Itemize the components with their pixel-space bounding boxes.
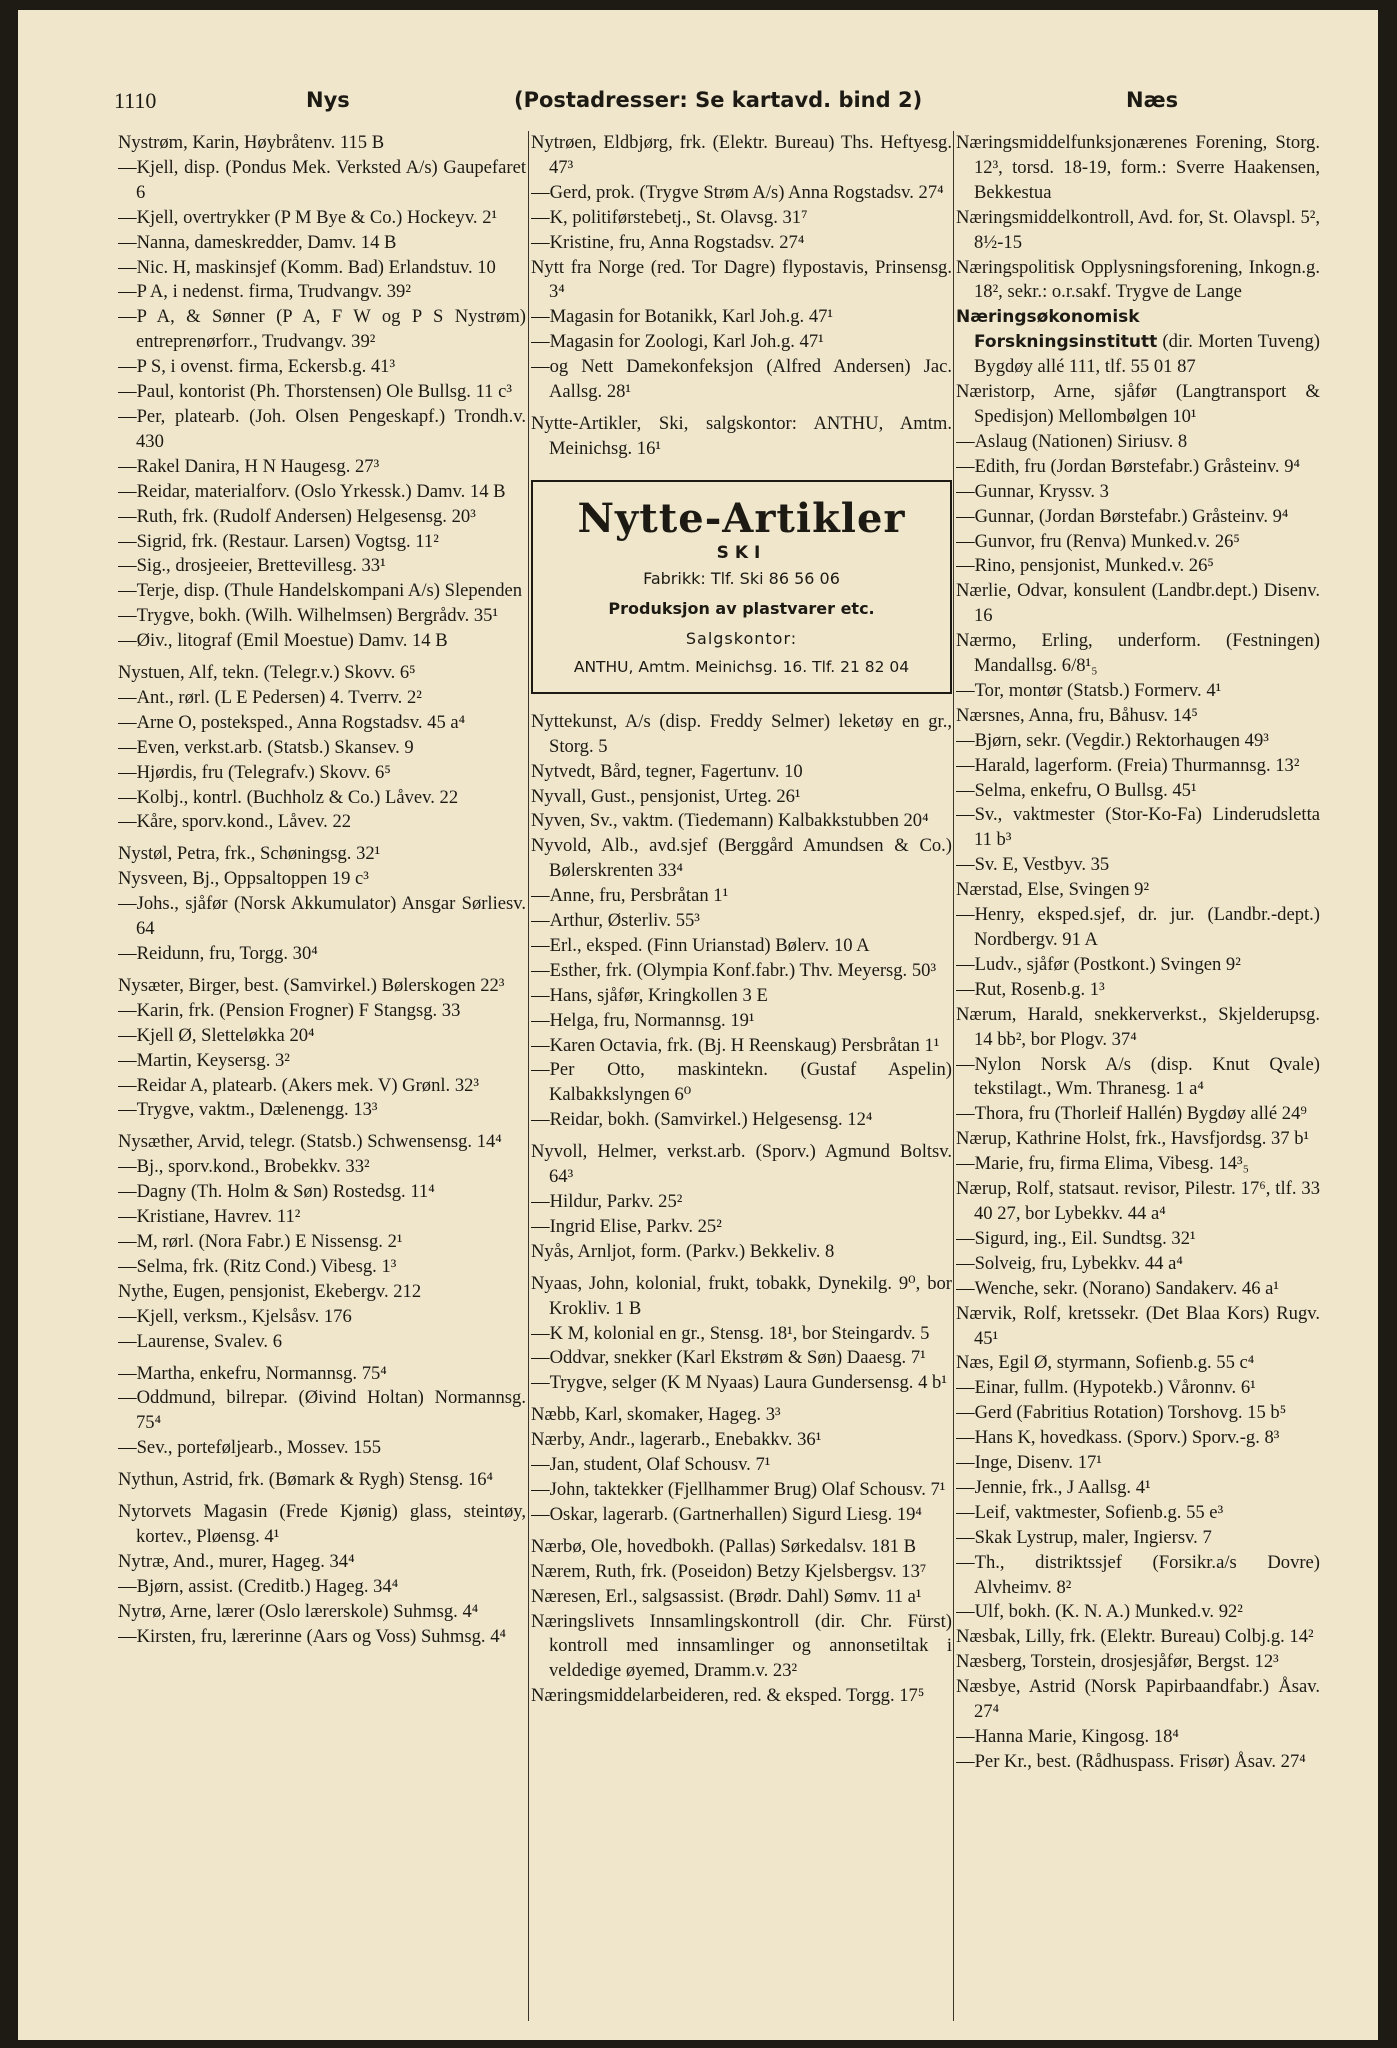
- directory-entry: Nytte-Artikler, Ski, salgskontor: ANTHU, Amtm. Meinichsg. 16¹: [531, 412, 952, 459]
- directory-entry: —Kjell, verksm., Kjelsåsv. 176: [118, 1305, 352, 1327]
- directory-entry: —Reidar, materialforv. (Oslo Yrkessk.) Damv. 14 B: [118, 480, 506, 502]
- directory-entry: —Nic. H, maskinsjef (Komm. Bad) Erlandstuv. 10: [118, 256, 496, 278]
- directory-entry: —Rakel Danira, H N Haugesg. 27³: [118, 455, 380, 477]
- column-3: [956, 131, 1320, 1775]
- directory-entry: —Per Otto, maskintekn. (Gustaf Aspelin) Kalbakkslyngen 6⁰: [531, 1059, 952, 1106]
- directory-entry: —Thora, fru (Thorleif Hallén) Bygdøy allé 24⁹: [956, 1103, 1307, 1125]
- directory-entry: —Kjell Ø, Sletteløkka 20⁴: [118, 1024, 315, 1046]
- directory-entry: Nærem, Ruth, frk. (Poseidon) Betzy Kjelsbergsv. 13⁷: [531, 1560, 927, 1582]
- directory-entry: —Wenche, sekr. (Norano) Sandakerv. 46 a¹: [956, 1277, 1279, 1299]
- directory-entry: —Tor, montør (Statsb.) Formerv. 4¹: [956, 679, 1222, 701]
- directory-entry: —Gerd (Fabritius Rotation) Torshovg. 15 b⁵: [956, 1402, 1287, 1424]
- directory-entry: Nytræ, And., murer, Hageg. 34⁴: [118, 1550, 355, 1572]
- directory-entry: Nysæter, Birger, best. (Samvirkel.) Bølerskogen 22³: [118, 974, 505, 996]
- directory-entry: —Kåre, sporv.kond., Låvev. 22: [118, 811, 352, 833]
- directory-entry: Nysæther, Arvid, telegr. (Statsb.) Schwensensg. 14⁴: [118, 1131, 502, 1153]
- directory-entry: —Skak Lystrup, maler, Ingiersv. 7: [956, 1526, 1212, 1548]
- directory-entry: Næsbak, Lilly, frk. (Elektr. Bureau) Colbj.g. 14²: [956, 1626, 1314, 1648]
- directory-entry: —Reidar, bokh. (Samvirkel.) Helgesensg. 12⁴: [531, 1109, 873, 1131]
- directory-entry: —Hjørdis, fru (Telegrafv.) Skovv. 6⁵: [118, 761, 391, 783]
- directory-entry: Nærum, Harald, snekkerverkst., Skjelderupsg. 14 bb², bor Plogv. 37⁴: [956, 1003, 1320, 1050]
- directory-entry: —Esther, frk. (Olympia Konf.fabr.) Thv. Meyersg. 50³: [531, 959, 937, 981]
- directory-entry: —Kjell, disp. (Pondus Mek. Verksted A/s) Gaupefaret 6: [118, 156, 526, 203]
- directory-entry: Næsbye, Astrid (Norsk Papirbaandfabr.) Åsav. 27⁴: [956, 1676, 1320, 1723]
- directory-entry: —Harald, lagerform. (Freia) Thurmannsg. 13²: [956, 754, 1300, 776]
- directory-entry: Nyaas, John, kolonial, frukt, tobakk, Dynekilg. 9⁰, bor Krokliv. 1 B: [531, 1272, 952, 1319]
- directory-entry: —M, rørl. (Nora Fabr.) E Nissensg. 2¹: [118, 1230, 403, 1252]
- directory-entry: —Laurense, Svalev. 6: [118, 1330, 283, 1352]
- directory-entry: Nærby, Andr., lagerarb., Enebakkv. 36¹: [531, 1429, 822, 1451]
- directory-entry: Nysveen, Bj., Oppsaltoppen 19 c³: [118, 868, 369, 890]
- directory-entry: —Arne O, posteksped., Anna Rogstadsv. 45 a⁴: [118, 711, 466, 733]
- entry-bold-name: Næringsøkonomisk Forskningsinstitutt: [956, 307, 1158, 353]
- header-left-word: Nys: [306, 88, 350, 112]
- ad-sales-address: ANTHU, Amtm. Meinichsg. 16. Tlf. 21 82 04: [573, 657, 910, 676]
- directory-entry: Nærup, Kathrine Holst, frk., Havsfjordsg. 37 b¹: [956, 1128, 1310, 1150]
- directory-entry: —K, politiførstebetj., St. Olavsg. 31⁷: [531, 206, 808, 228]
- directory-entry: —Dagny (Th. Holm & Søn) Rostedsg. 11⁴: [118, 1181, 435, 1203]
- page-number: 1110: [114, 88, 157, 113]
- directory-entry: —Sv. E, Vestbyv. 35: [956, 854, 1110, 876]
- directory-entry: Nythun, Astrid, frk. (Bømark & Rygh) Stensg. 16⁴: [118, 1469, 494, 1491]
- directory-entry: [956, 305, 1320, 380]
- directory-entry: Nyvold, Alb., avd.sjef (Berggård Amundsen & Co.) Bølerskrenten 33⁴: [531, 835, 952, 882]
- directory-entry: —Martin, Keysersg. 3²: [118, 1049, 290, 1071]
- directory-entry: —Th., distriktssjef (Forsikr.a/s Dovre) Alvheimv. 8²: [956, 1551, 1320, 1598]
- directory-entry: —Jan, student, Olaf Schousv. 7¹: [531, 1454, 771, 1476]
- directory-entry: —Kristiane, Havrev. 11²: [118, 1206, 301, 1228]
- directory-entry: —Reidar A, platearb. (Akers mek. V) Grønl. 32³: [118, 1074, 480, 1096]
- directory-entry: Nærmo, Erling, underform. (Festningen) Mandallsg. 6/8¹₅: [956, 630, 1320, 677]
- directory-entry: —Ingrid Elise, Parkv. 25²: [531, 1215, 722, 1237]
- page-header: [114, 88, 1320, 120]
- directory-entry: —Terje, disp. (Thule Handelskompani A/s) Slependen: [118, 580, 523, 602]
- directory-entry: Næringsmiddelfunksjonærenes Forening, Storg. 12³, torsd. 18-19, form.: Sverre Haakensen, Bekkestua: [956, 132, 1320, 203]
- directory-entry: —Selma, frk. (Ritz Cond.) Vibesg. 1³: [118, 1255, 397, 1277]
- directory-entry: —Nanna, dameskredder, Damv. 14 B: [118, 231, 397, 253]
- directory-entry: —Rut, Rosenb.g. 1³: [956, 978, 1105, 1000]
- directory-entry: Nyås, Arnljot, form. (Parkv.) Bekkeliv. 8: [531, 1240, 835, 1262]
- directory-entry: Nytvedt, Bård, tegner, Fagertunv. 10: [531, 760, 803, 782]
- directory-entry: —Bj., sporv.kond., Brobekkv. 33²: [118, 1156, 370, 1178]
- directory-entry: —Øiv., litograf (Emil Moestue) Damv. 14 B: [118, 630, 448, 652]
- directory-entry: Nythe, Eugen, pensjonist, Ekebergv. 212: [118, 1280, 422, 1302]
- column-divider: [953, 131, 954, 2021]
- directory-entry: Næringslivets Innsamlingskontroll (dir. Chr. Fürst) kontroll med innsamlinger og annonsetiltak i veldedige øyemed, Dramm.v. 23²: [531, 1610, 952, 1682]
- directory-entry: —Einar, fullm. (Hypotekb.) Våronnv. 6¹: [956, 1377, 1256, 1399]
- directory-entry: —Kjell, overtrykker (P M Bye & Co.) Hockeyv. 2¹: [118, 206, 498, 228]
- directory-entry: Nystøl, Petra, frk., Schøningsg. 32¹: [118, 843, 381, 865]
- directory-entry: Nærvik, Rolf, kretssekr. (Det Blaa Kors) Rugv. 45¹: [956, 1302, 1320, 1349]
- directory-entry: Nystrøm, Karin, Høybråtenv. 115 B: [118, 132, 385, 153]
- directory-entry: —Karin, frk. (Pension Frogner) F Stangsg. 33: [118, 999, 461, 1021]
- directory-entry: Nyvoll, Helmer, verkst.arb. (Sporv.) Agmund Boltsv. 64³: [531, 1141, 952, 1188]
- directory-entry: Næresen, Erl., salgsassist. (Brødr. Dahl) Sømv. 11 a¹: [531, 1585, 922, 1607]
- directory-entry: —Paul, kontorist (Ph. Thorstensen) Ole Bullsg. 11 c³: [118, 381, 512, 403]
- directory-entry: —Edith, fru (Jordan Børstefabr.) Gråsteinv. 9⁴: [956, 455, 1301, 477]
- directory-entry: —Bjørn, sekr. (Vegdir.) Rektorhaugen 49³: [956, 729, 1269, 751]
- directory-entry: —Hans, sjåfør, Kringkollen 3 E: [531, 984, 768, 1006]
- directory-entry: —Gerd, prok. (Trygve Strøm A/s) Anna Rogstadsv. 27⁴: [531, 181, 944, 203]
- directory-entry: —Leif, vaktmester, Sofienb.g. 55 e³: [956, 1501, 1224, 1523]
- directory-entry: Næringspolitisk Opplysningsforening, Inkogn.g. 18², sekr.: o.r.sakf. Trygve de Lange: [956, 256, 1320, 303]
- directory-entry: —Erl., eksped. (Finn Urianstad) Bølerv. 10 A: [531, 934, 870, 956]
- directory-entry: Næringsmiddelkontroll, Avd. for, St. Olavspl. 5², 8½-15: [956, 206, 1320, 253]
- directory-entry: —K M, kolonial en gr., Stensg. 18¹, bor Steingardv. 5: [531, 1322, 930, 1344]
- ad-title: Nytte-Artikler: [577, 494, 906, 542]
- directory-entry: —og Nett Damekonfeksjon (Alfred Andersen) Jac. Aallsg. 28¹: [531, 356, 952, 403]
- column-1: [118, 131, 526, 1649]
- column-2-top: [531, 131, 952, 462]
- directory-entry: —Kolbj., kontrl. (Buchholz & Co.) Låvev. 22: [118, 786, 459, 808]
- directory-entry: —Sigurd, ing., Eil. Sundtsg. 32¹: [956, 1227, 1196, 1249]
- directory-entry: —Ludv., sjåfør (Postkont.) Svingen 9²: [956, 953, 1241, 975]
- ad-sales-label: Salgskontor:: [685, 628, 798, 648]
- header-center-note: (Postadresser: Se kartavd. bind 2): [514, 88, 923, 112]
- ad-phone-line: Fabrikk: Tlf. Ski 86 56 06: [643, 568, 840, 588]
- directory-entry: —Sig., drosjeeier, Brettevillesg. 33¹: [118, 555, 386, 577]
- directory-entry: Nærsnes, Anna, fru, Båhusv. 14⁵: [956, 704, 1198, 726]
- directory-page: [18, 10, 1378, 2040]
- directory-entry: Nyven, Sv., vaktm. (Tiedemann) Kalbakkstubben 20⁴: [531, 810, 929, 832]
- directory-entry: —Helga, fru, Normannsg. 19¹: [531, 1009, 755, 1031]
- directory-entry: Nærstad, Else, Svingen 9²: [956, 879, 1150, 901]
- directory-entry: Nærlie, Odvar, konsulent (Landbr.dept.) Disenv. 16: [956, 580, 1320, 627]
- directory-entry: —Ant., rørl. (L E Pedersen) 4. Tverrv. 2²: [118, 686, 422, 708]
- entry-suffix: (dir. Morten Tuveng) Bygdøy allé 111, tlf. 55 01 87: [974, 331, 1320, 378]
- directory-entry: —Trygve, selger (K M Nyaas) Laura Gundersensg. 4 b¹: [531, 1372, 947, 1394]
- directory-entry: —Gunvor, fru (Renva) Munked.v. 26⁵: [956, 530, 1240, 552]
- column-2: [531, 131, 952, 1709]
- directory-entry: —Trygve, vaktm., Dælenengg. 13³: [118, 1099, 378, 1121]
- directory-entry: —Kirsten, fru, lærerinne (Aars og Voss) Suhmsg. 4⁴: [118, 1625, 506, 1647]
- directory-entry: —Ruth, frk. (Rudolf Andersen) Helgesensg. 20³: [118, 505, 476, 527]
- directory-entry: Næristorp, Arne, sjåfør (Langtransport & Spedisjon) Mellombølgen 10¹: [956, 381, 1320, 427]
- column-2-bottom: [531, 710, 952, 1709]
- directory-entry: Næbb, Karl, skomaker, Hageg. 3³: [531, 1404, 781, 1426]
- directory-entry: —P S, i ovenst. firma, Eckersb.g. 41³: [118, 356, 396, 378]
- directory-entry: —P A, i nedenst. firma, Trudvangv. 39²: [118, 281, 411, 303]
- ad-subtitle: SKI: [716, 542, 767, 563]
- directory-entry: —Aslaug (Nationen) Siriusv. 8: [956, 430, 1188, 452]
- directory-entry: —Per, platearb. (Joh. Olsen Pengeskapf.) Trondh.v. 430: [118, 405, 526, 452]
- directory-entry: —Martha, enkefru, Normannsg. 75⁴: [118, 1362, 387, 1384]
- directory-entry: —Magasin for Botanikk, Karl Joh.g. 47¹: [531, 306, 834, 328]
- directory-entry: —Reidunn, fru, Torgg. 30⁴: [118, 943, 318, 964]
- directory-entry: —Gunnar, Kryssv. 3: [956, 480, 1109, 502]
- directory-entry: —Gunnar, (Jordan Børstefabr.) Gråsteinv. 9⁴: [956, 505, 1289, 527]
- directory-entry: Nærbø, Ole, hovedbokh. (Pallas) Sørkedalsv. 181 B: [531, 1535, 917, 1557]
- directory-entry: —Oskar, lagerarb. (Gartnerhallen) Sigurd Liesg. 19⁴: [531, 1503, 922, 1525]
- directory-entry: —Selma, enkefru, O Bullsg. 45¹: [956, 779, 1197, 801]
- directory-entry: Nærup, Rolf, statsaut. revisor, Pilestr. 17⁶, tlf. 33 40 27, bor Lybekkv. 44 a⁴: [956, 1178, 1320, 1224]
- directory-entry: —Henry, eksped.sjef, dr. jur. (Landbr.-dept.) Nordbergv. 91 A: [956, 904, 1320, 950]
- directory-entry: —Jennie, frk., J Aallsg. 4¹: [956, 1476, 1151, 1498]
- directory-entry: —Sev., porteføljearb., Mossev. 155: [118, 1437, 382, 1459]
- directory-entry: —Per Kr., best. (Rådhuspass. Frisør) Åsav. 27⁴: [956, 1750, 1306, 1772]
- directory-entry: —Karen Octavia, frk. (Bj. H Reenskaug) Persbråtan 1¹: [531, 1034, 940, 1056]
- directory-entry: —Magasin for Zoologi, Karl Joh.g. 47¹: [531, 331, 824, 353]
- directory-entry: Næs, Egil Ø, styrmann, Sofienb.g. 55 c⁴: [956, 1352, 1255, 1374]
- directory-entry: Nyvall, Gust., pensjonist, Urteg. 26¹: [531, 785, 801, 807]
- directory-entry: —Sigrid, frk. (Restaur. Larsen) Vogtsg. 11²: [118, 530, 439, 552]
- directory-entry: —Rino, pensjonist, Munked.v. 26⁵: [956, 555, 1214, 577]
- directory-entry: —Sv., vaktmester (Stor-Ko-Fa) Linderudsletta 11 b³: [956, 804, 1320, 851]
- column-divider: [528, 131, 529, 2021]
- directory-entry: —Anne, fru, Persbråtan 1¹: [531, 885, 729, 907]
- directory-entry: Nystuen, Alf, tekn. (Telegr.v.) Skovv. 6⁵: [118, 662, 416, 684]
- directory-entry: —Oddmund, bilrepar. (Øivind Holtan) Normannsg. 75⁴: [118, 1387, 526, 1434]
- directory-entry: —John, taktekker (Fjellhammer Brug) Olaf Schousv. 7¹: [531, 1478, 946, 1500]
- directory-entry: —Hans K, hovedkass. (Sporv.) Sporv.-g. 8³: [956, 1427, 1280, 1449]
- directory-entry: —Marie, fru, firma Elima, Vibesg. 14³₅: [956, 1153, 1250, 1175]
- directory-entry: Næsberg, Torstein, drosjesjåfør, Bergst. 12³: [956, 1651, 1279, 1673]
- directory-entry: —Kristine, fru, Anna Rogstadsv. 27⁴: [531, 231, 805, 253]
- directory-entry: —Trygve, bokh. (Wilh. Wilhelmsen) Bergrådv. 35¹: [118, 605, 499, 627]
- directory-entry: Nytorvets Magasin (Frede Kjønig) glass, steintøy, kortev., Pløensg. 4¹: [118, 1501, 526, 1547]
- header-right-word: Næs: [1126, 88, 1179, 112]
- directory-entry: —Arthur, Østerliv. 55³: [531, 910, 700, 932]
- directory-entry: —Inge, Disenv. 17¹: [956, 1452, 1102, 1474]
- directory-entry: —Bjørn, assist. (Creditb.) Hageg. 34⁴: [118, 1575, 399, 1597]
- directory-entry: Nyttekunst, A/s (disp. Freddy Selmer) leketøy en gr., Storg. 5: [531, 710, 952, 757]
- directory-entry: —Johs., sjåfør (Norsk Akkumulator) Ansgar Sørliesv. 64: [118, 893, 526, 940]
- directory-entry: Nytrø, Arne, lærer (Oslo lærerskole) Suhmsg. 4⁴: [118, 1600, 479, 1622]
- directory-entry: —Hanna Marie, Kingosg. 18⁴: [956, 1726, 1179, 1747]
- directory-entry: —Oddvar, snekker (Karl Ekstrøm & Søn) Daaesg. 7¹: [531, 1347, 926, 1369]
- directory-entry: Næringsmiddelarbeideren, red. & eksped. Torgg. 17⁵: [531, 1685, 925, 1707]
- directory-entry: —Hildur, Parkv. 25²: [531, 1191, 683, 1212]
- ad-product-line: Produksjon av plastvarer etc.: [608, 598, 875, 618]
- directory-entry: —Even, verkst.arb. (Statsb.) Skansev. 9: [118, 736, 414, 758]
- directory-entry: Nytt fra Norge (red. Tor Dagre) flypostavis, Prinsensg. 3⁴: [531, 256, 952, 303]
- directory-entry: —Solveig, fru, Lybekkv. 44 a⁴: [956, 1252, 1183, 1274]
- directory-entry: —Ulf, bokh. (K. N. A.) Munked.v. 92²: [956, 1601, 1243, 1623]
- directory-entry: —P A, & Sønner (P A, F W og P S Nystrøm) entreprenørforr., Trudvangv. 39²: [118, 306, 526, 353]
- directory-entry: Nytrøen, Eldbjørg, frk. (Elektr. Bureau) Ths. Heftyesg. 47³: [531, 132, 952, 178]
- directory-entry: —Nylon Norsk A/s (disp. Knut Qvale) tekstilagt., Wm. Thranesg. 1 a⁴: [956, 1053, 1320, 1100]
- nytte-artikler-advertisement: [531, 480, 952, 694]
